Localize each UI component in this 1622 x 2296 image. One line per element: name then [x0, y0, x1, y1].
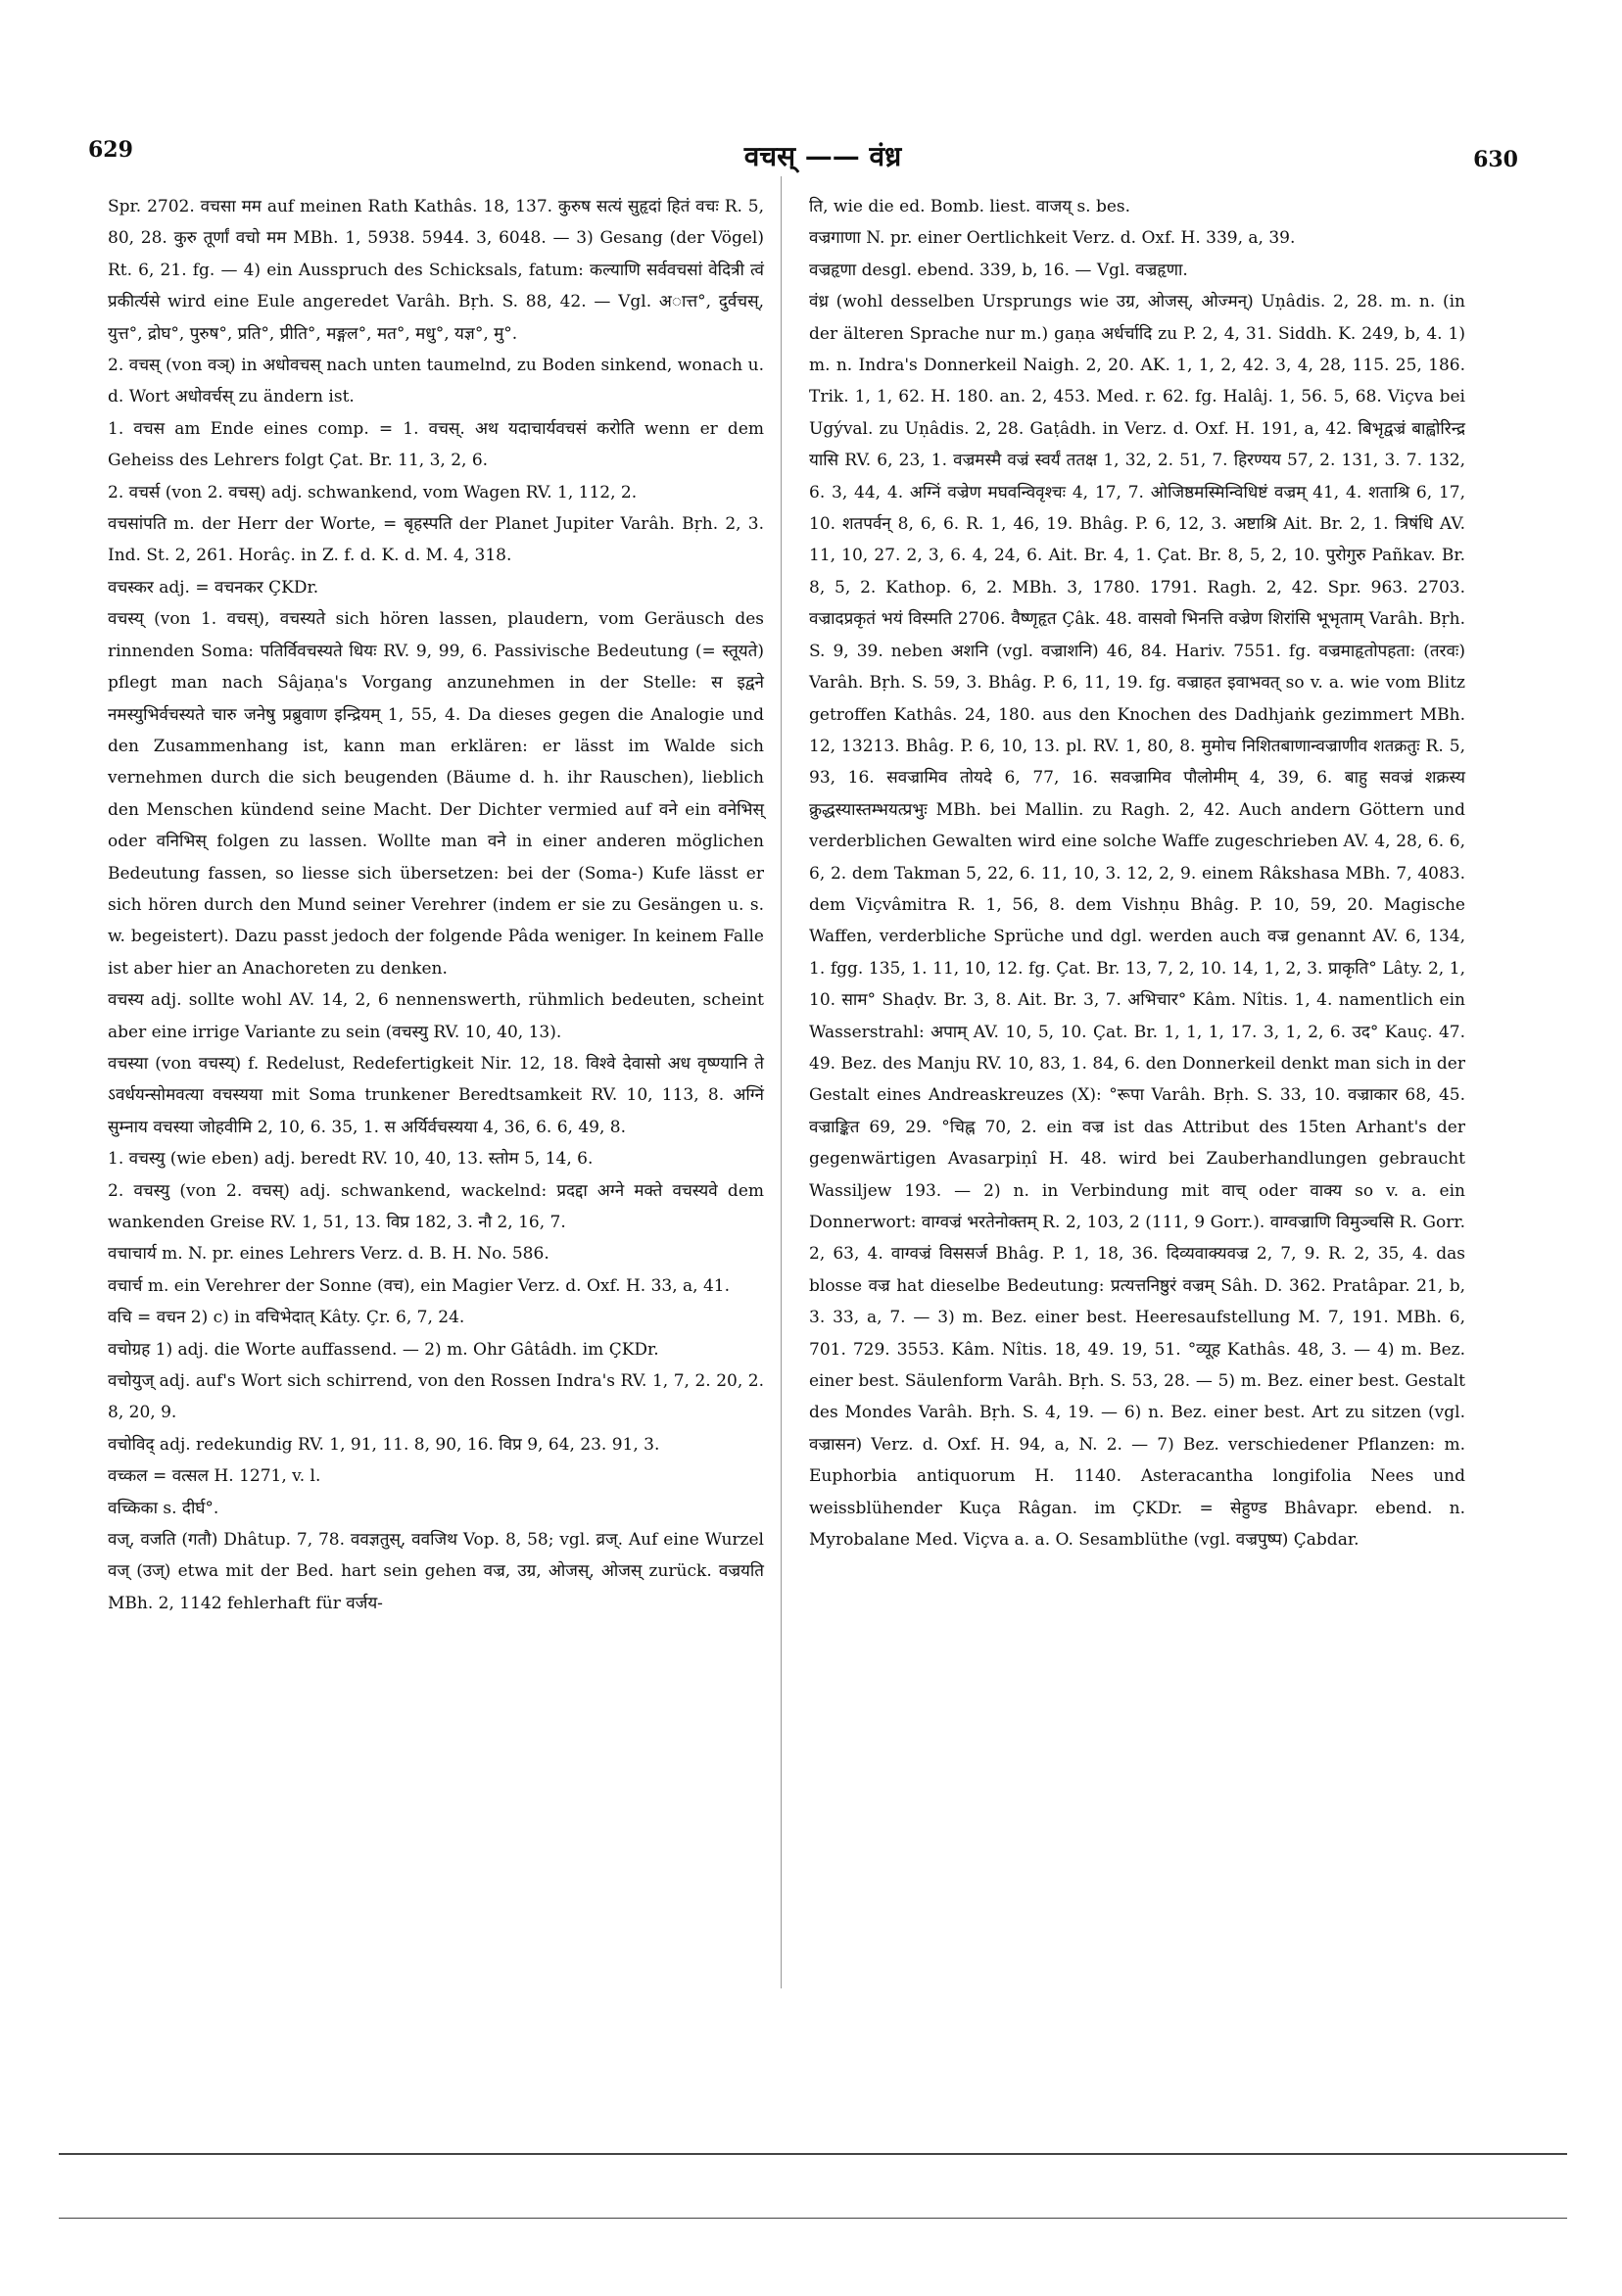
page-header [88, 137, 1518, 176]
entry: वचि = वचन 2) c) in वचिभेदात् Kâty. Çr. 6, 7, 24. [108, 1308, 465, 1328]
column-divider [781, 176, 782, 1988]
entry: वचोविद् adj. redekundig RV. 1, 91, 11. 8, 90, 16. विप्र 9, 64, 23. 91, 3. [108, 1434, 660, 1455]
running-head: वचस् —— वंध्र [743, 140, 902, 172]
entry: वचोग्रह 1) adj. die Worte auffassend. — 2) m. Ohr Gâtâdh. im ÇKDr. [108, 1339, 659, 1360]
entry: 2. वचस्यु (von 2. वचस्) adj. schwankend, wackelnd: प्रदद्दा अग्ने मक्ते वचस्यवे dem wankenden Greise RV. 1, 51, 13. विप्र 182, 3. नौ 2, 16, 7. [108, 1180, 764, 1232]
right-column [809, 191, 1465, 1555]
left-column [108, 191, 764, 1619]
entry: 1. वचस am Ende eines comp. = 1. वचस्. अथ यदाचार्यवचसं करोति wenn er dem Geheiss des Lehrers folgt Çat. Br. 11, 3, 2, 6. [108, 418, 764, 471]
entry: वचस्य् (von 1. वचस्), वचस्यते sich hören lassen, plaudern, vom Geräusch des rinnenden Soma: पतिर्विवचस्यते धियः RV. 9, 99, 6. Passivische Bedeutung (= स्तूयते) pflegt man nach Sâjaṇa's Vorgang anzunehmen in der Stelle: स इद्वने नमस्युभिर्वचस्यते चारु जनेषु प्रब्रुवाण इन्द्रियम् 1, 55, 4. Da dieses gegen die Analogie und den Zusammenhang ist, kann man erklären: er lässt im Walde sich vernehmen durch die sich beugenden (Bäume d. h. ihr Rauschen), lieblich den Menschen kündend seine Macht. Der Dichter vermied auf वने ein वनेभिस् oder वनिभिस् folgen zu lassen. Wollte man वने in einer anderen möglichen Bedeutung fassen, so liesse sich übersetzen: bei der (Soma-) Kufe lässt er sich hören durch den Mund seiner Verehrer (indem er sie zu Gesängen u. s. w. begeistert). Dazu passt jedoch der folgende Pâda weniger. In keinem Falle ist aber hier an Anachoreten zu denken. [108, 609, 764, 979]
entry: वज्, वजति (गतौ) Dhâtup. 7, 78. ववज्ञतुस्, ववजिथ Vop. 8, 58; vgl. व्रज्. Auf eine Wurzel वज् (उज्) etwa mit der Bed. hart sein gehen वज्र, उग्र, ओजस्, ओजस् zurück. वज्रयति MBh. 2, 1142 fehlerhaft für वर्जय- [108, 1530, 764, 1613]
entry: वंध्र (wohl desselben Ursprungs wie उग्र, ओजस्, ओज्मन्) Uṇâdis. 2, 28. m. n. (in der älteren Sprache nur m.) gaṇa अर्धर्चादि zu P. 2, 4, 31. Siddh. K. 249, b, 4. 1) m. n. Indra's Donnerkeil Naigh. 2, 20. AK. 1, 1, 2, 42. 3, 4, 28, 115. 25, 186. Trik. 1, 1, 62. H. 180. an. 2, 453. Med. r. 62. fg. Halâj. 1, 56. 5, 68. Viçva bei Ugýval. zu Uṇâdis. 2, 28. Gaṭâdh. in Verz. d. Oxf. H. 191, a, 42. बिभृद्वज्रं बाह्वोरिन्द्र यासि RV. 6, 23, 1. वज्रमस्मै वज्रं स्वर्यं ततक्ष 1, 32, 2. 51, 7. हिरण्यय 57, 2. 131, 3. 7. 132, 6. 3, 44, 4. अग्निं वज्रेण मघवन्विवृश्चः 4, 17, 7. ओजिष्ठमस्मिन्विधिष्टं वज्रम् 41, 4. शताश्रि 6, 17, 10. शतपर्वन् 8, 6, 6. R. 1, 46, 19. Bhâg. P. 6, 12, 3. अष्टाश्रि Ait. Br. 2, 1. त्रिषंधि AV. 11, 10, 27. 2, 3, 6. 4, 24, 6. Ait. Br. 4, 1. Çat. Br. 8, 5, 2, 10. पुरोगुरु Pañkav. Br. 8, 5, 2. Kathop. 6, 2. MBh. 3, 1780. 1791. Ragh. 2, 42. Spr. 963. 2703. वज्रादप्रकृतं भयं विस्मति 2706. वैष्णृहृत Çâk. 48. वासवो भिनत्ति वज्रेण शिरांसि भूभृताम् Varâh. Bṛh. S. 9, 39. neben अशनि (vgl. वज्राशनि) 46, 84. Hariv. 7551. fg. वज्रमाहृतोपहता: (तरवः) Varâh. Bṛh. S. 59, 3. Bhâg. P. 6, 11, 19. fg. वज्राहत इवाभवत् so v. a. wie vom Blitz getroffen Kathâs. 24, 180. aus den Knochen des Dadhjaṅk gezimmert MBh. 12, 13213. Bhâg. P. 6, 10, 13. pl. RV. 1, 80, 8. मुमोच निशितबाणान्वज्राणीव शतक्रतुः R. 5, 93, 16. सवज्रामिव तोयदे 6, 77, 16. सवज्रामिव पौलोमीम् 4, 39, 6. बाहु सवज्रं शक्रस्य क्रुद्धस्यास्तम्भयत्प्रभुः MBh. bei Mallin. zu Ragh. 2, 42. Auch andern Göttern und verderblichen Gewalten wird eine solche Waffe zugeschrieben AV. 4, 28, 6. 6, 6, 2. dem Takman 5, 22, 6. 11, 10, 3. 12, 2, 9. einem Râkshasa MBh. 7, 4083. dem Viçvâmitra R. 1, 56, 8. dem Vishṇu Bhâg. P. 10, 59, 20. Magische Waffen, verderbliche Sprüche und dgl. werden auch वज्र genannt AV. 6, 134, 1. fgg. 135, 1. 11, 10, 12. fg. Çat. Br. 13, 7, 2, 10. 14, 1, 2, 3. प्राकृति° Lâty. 2, 1, 10. साम° Shaḍv. Br. 3, 8. Ait. Br. 3, 7. अभिचार° Kâm. Nîtis. 1, 4. namentlich ein Wasserstrahl: अपाम् AV. 10, 5, 10. Çat. Br. 1, 1, 1, 17. 3, 1, 2, 6. उद° Kauç. 47. 49. Bez. des Manju RV. 10, 83, 1. 84, 6. den Donnerkeil denkt man sich in der Gestalt eines Andreaskreuzes (X): °रूपा Varâh. Bṛh. S. 33, 10. वज्राकार 68, 45. वज्राङ्कित 69, 29. °चिह्न 70, 2. ein वज्र ist das Attribut des 15ten Arhant's der gegenwärtigen Avasarpiṇî H. 48. wird bei Zauberhandlungen gebraucht Wassiljew 193. — 2) n. in Verbindung mit वाच् oder वाक्य so v. a. ein Donnerwort: वाग्वज्रं भरतेनोक्तम् R. 2, 103, 2 (111, 9 Gorr.). वाग्वज्राणि विमुञ्चसि R. Gorr. 2, 63, 4. वाग्वज्रं विससर्ज Bhâg. P. 1, 18, 36. दिव्यवाक्यवज्र 2, 7, 9. R. 2, 35, 4. das blosse वज्र hat dieselbe Bedeutung: प्रत्यत्तनिष्ठुरं वज्रम् Sâh. D. 362. Pratâpar. 21, b, 3. 33, a, 7. — 3) m. Bez. einer best. Heeresaufstellung M. 7, 191. MBh. 6, 701. 729. 3553. Kâm. Nîtis. 18, 49. 19, 51. °व्यूह Kathâs. 48, 3. — 4) m. Bez. einer best. Säulenform Varâh. Bṛh. S. 53, 28. — 5) m. Bez. einer best. Gestalt des Mondes Varâh. Bṛh. S. 4, 19. — 6) n. Bez. einer best. Art zu sitzen (vgl. वज्रासन) Verz. d. Oxf. H. 94, a, N. 2. — 7) Bez. verschiedener Pflanzen: m. Euphorbia antiquorum H. 1140. Asteracantha longifolia Nees und weissblühender Kuça Râgan. im ÇKDr. = सेहुण्ड Bhâvapr. ebend. n. Myrobalane Med. Viçva a. a. O. Sesamblüthe (vgl. वज्रपुष्प) Çabdar. [809, 292, 1465, 1551]
entry: वच्कल = वत्सल H. 1271, v. l. [108, 1466, 321, 1487]
entry: वचस्य adj. sollte wohl AV. 14, 2, 6 nennenswerth, rühmlich bedeuten, scheint aber eine irrige Variante zu sein (वचस्यु RV. 10, 40, 13). [108, 990, 764, 1042]
entry: वचोयुज् adj. auf's Wort sich schirrend, von den Rossen Indra's RV. 1, 7, 2. 20, 2. 8, 20, 9. [108, 1371, 764, 1423]
entry: Spr. 2702. वचसा मम auf meinen Rath Kathâs. 18, 137. कुरुष सत्यं सुहृदां हितं वचः R. 5, 80, 28. कुरु तूर्णां वचो मम MBh. 1, 5938. 5944. 3, 6048. — 3) Gesang (der Vögel) Rt. 6, 21. fg. — 4) ein Ausspruch des Schicksals, fatum: कल्याणि सर्ववचसां वेदित्री त्वं प्रकीर्त्यसे wird eine Eule angeredet Varâh. Bṛh. S. 88, 42. — Vgl. अात्त°, दुर्वचस्, युत्त°, द्रोघ°, पुरुष°, प्रति°, प्रीति°, मङ्गल°, मत°, मधु°, यज्ञ°, मु°. [108, 197, 764, 344]
entry: ति, wie die ed. Bomb. liest. वाजय् s. bes. [809, 197, 1131, 216]
entry: 1. वचस्यु (wie eben) adj. beredt RV. 10, 40, 13. स्तोम 5, 14, 6. [108, 1149, 594, 1170]
entry: वचस्या (von वचस्य्) f. Redelust, Redefertigkeit Nir. 12, 18. विश्वे देवासो अध वृष्ण्यानि ते ऽवर्धयन्सोमवत्या वचस्यया mit Soma trunkener Beredtsamkeit RV. 10, 113, 8. अग्निं सुम्नाय वचस्या जोहवीमि 2, 10, 6. 35, 1. स अर्यिर्वचस्यया 4, 36, 6. 6, 49, 8. [108, 1053, 764, 1137]
entry: 2. वचस् (von वञ्) in अधोवचस् nach unten taumelnd, zu Boden sinkend, wonach u. d. Wort अधोवर्चस् zu ändern ist. [108, 356, 764, 407]
page-number-right: 630 [1473, 147, 1518, 172]
footer-rule [59, 2218, 1567, 2219]
entry: वज्रगाणा N. pr. einer Oertlichkeit Verz. d. Oxf. H. 339, a, 39. [809, 228, 1296, 249]
entry: वज्रहृणा desgl. ebend. 339, b, 16. — Vgl. वज्रहृणा. [809, 260, 1188, 280]
entry: वच्किका s. दीर्घ°. [108, 1498, 219, 1518]
entry: 2. वचर्स (von 2. वचस्) adj. schwankend, vom Wagen RV. 1, 112, 2. [108, 482, 638, 502]
footer-rule [59, 2153, 1567, 2155]
entry: वचस्कर adj. = वचनकर ÇKDr. [108, 577, 319, 598]
entry: वचसांपति m. der Herr der Worte, = बृहस्पति der Planet Jupiter Varâh. Bṛh. 2, 3. Ind. St. 2, 261. Horâç. in Z. f. d. K. d. M. 4, 318. [108, 514, 764, 566]
entry: वचार्च m. ein Verehrer der Sonne (वच), ein Magier Verz. d. Oxf. H. 33, a, 41. [108, 1275, 731, 1296]
page-number-left: 629 [88, 137, 133, 163]
entry: वचाचार्य m. N. pr. eines Lehrers Verz. d. B. H. No. 586. [108, 1244, 549, 1265]
